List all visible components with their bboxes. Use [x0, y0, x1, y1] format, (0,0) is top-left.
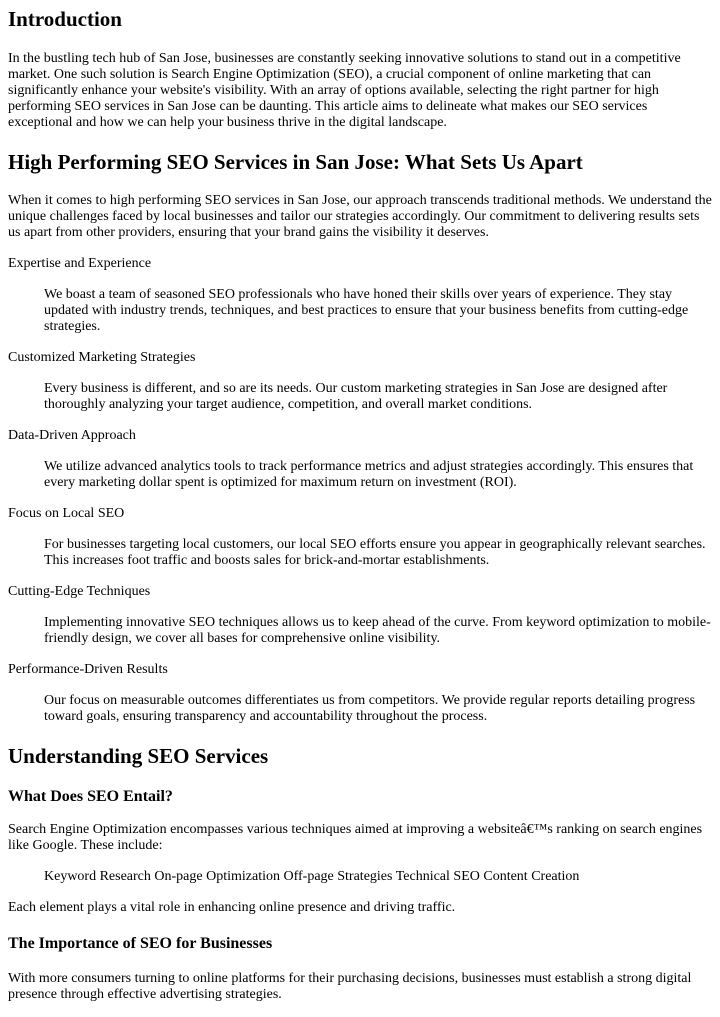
feature-item [8, 428, 714, 491]
subsection-heading: What Does SEO Entail? [8, 788, 173, 805]
feature-description: Implementing innovative SEO techniques allows us to keep ahead of the curve. From keyword optimization to mobile-friendly design, we cover all bases for comprehensive online visibility. [44, 615, 711, 646]
feature-item [8, 506, 714, 569]
understanding-heading: Understanding SEO Services [8, 744, 269, 768]
intro-heading: Introduction [8, 7, 122, 31]
subsection-paragraph: With more consumers turning to online platforms for their purchasing decisions, businesses must establish a strong digital presence through effective advertising strategies. [8, 971, 692, 1002]
feature-term: Cutting-Edge Techniques [8, 584, 151, 599]
subsection-note: Each element plays a vital role in enhancing online presence and driving traffic. [8, 900, 456, 915]
feature-term: Focus on Local SEO [8, 506, 125, 521]
subsection-heading: The Importance of SEO for Businesses [8, 935, 273, 952]
feature-item [8, 350, 714, 413]
feature-description: We boast a team of seasoned SEO professionals who have honed their skills over years of experience. They stay updated with industry trends, techniques, and best practices to ensure that your business benefits from cutting-edge strategies. [44, 287, 689, 334]
feature-term: Customized Marketing Strategies [8, 350, 196, 365]
feature-item [8, 584, 714, 647]
feature-description: Our focus on measurable outcomes differentiates us from competitors. We provide regular reports detailing progress toward goals, ensuring transparency and accountability throughout the process. [44, 693, 696, 724]
feature-description: For businesses targeting local customers, our local SEO efforts ensure you appear in geographically relevant searches. This increases foot traffic and boosts sales for brick-and-mortar establishments. [44, 537, 706, 568]
feature-term: Expertise and Experience [8, 256, 152, 271]
apart-heading: High Performing SEO Services in San Jose: What Sets Us Apart [8, 150, 583, 174]
apart-paragraph: When it comes to high performing SEO services in San Jose, our approach transcends traditional methods. We understand the unique challenges faced by local businesses and tailor our strategies accordingly. Our commitment to delivering results sets us apart from other providers, ensuring that your brand gains the visibility it deserves. [8, 193, 712, 240]
services-list: Keyword Research On-page Optimization Off-page Strategies Technical SEO Content Creation [44, 869, 580, 884]
subsection-paragraph: Search Engine Optimization encompasses various techniques aimed at improving a websiteâ€™s ranking on search engines like Google. These include: [8, 822, 703, 853]
feature-item [8, 662, 714, 725]
feature-term: Performance-Driven Results [8, 662, 168, 677]
intro-paragraph: In the bustling tech hub of San Jose, businesses are constantly seeking innovative solutions to stand out in a competitive market. One such solution is Search Engine Optimization (SEO), a crucial component of online marketing that can significantly enhance your website's visibility. With an array of options available, selecting the right partner for high performing SEO services in San Jose can be daunting. This article aims to delineate what makes our SEO services exceptional and how we can help your business thrive in the digital landscape. [8, 51, 681, 130]
feature-item [8, 256, 714, 335]
feature-term: Data-Driven Approach [8, 428, 136, 443]
feature-description: We utilize advanced analytics tools to track performance metrics and adjust strategies accordingly. This ensures that every marketing dollar spent is optimized for maximum return on investment (ROI). [44, 459, 694, 490]
feature-description: Every business is different, and so are its needs. Our custom marketing strategies in San Jose are designed after thoroughly analyzing your target audience, competition, and overall market conditions. [44, 381, 668, 412]
